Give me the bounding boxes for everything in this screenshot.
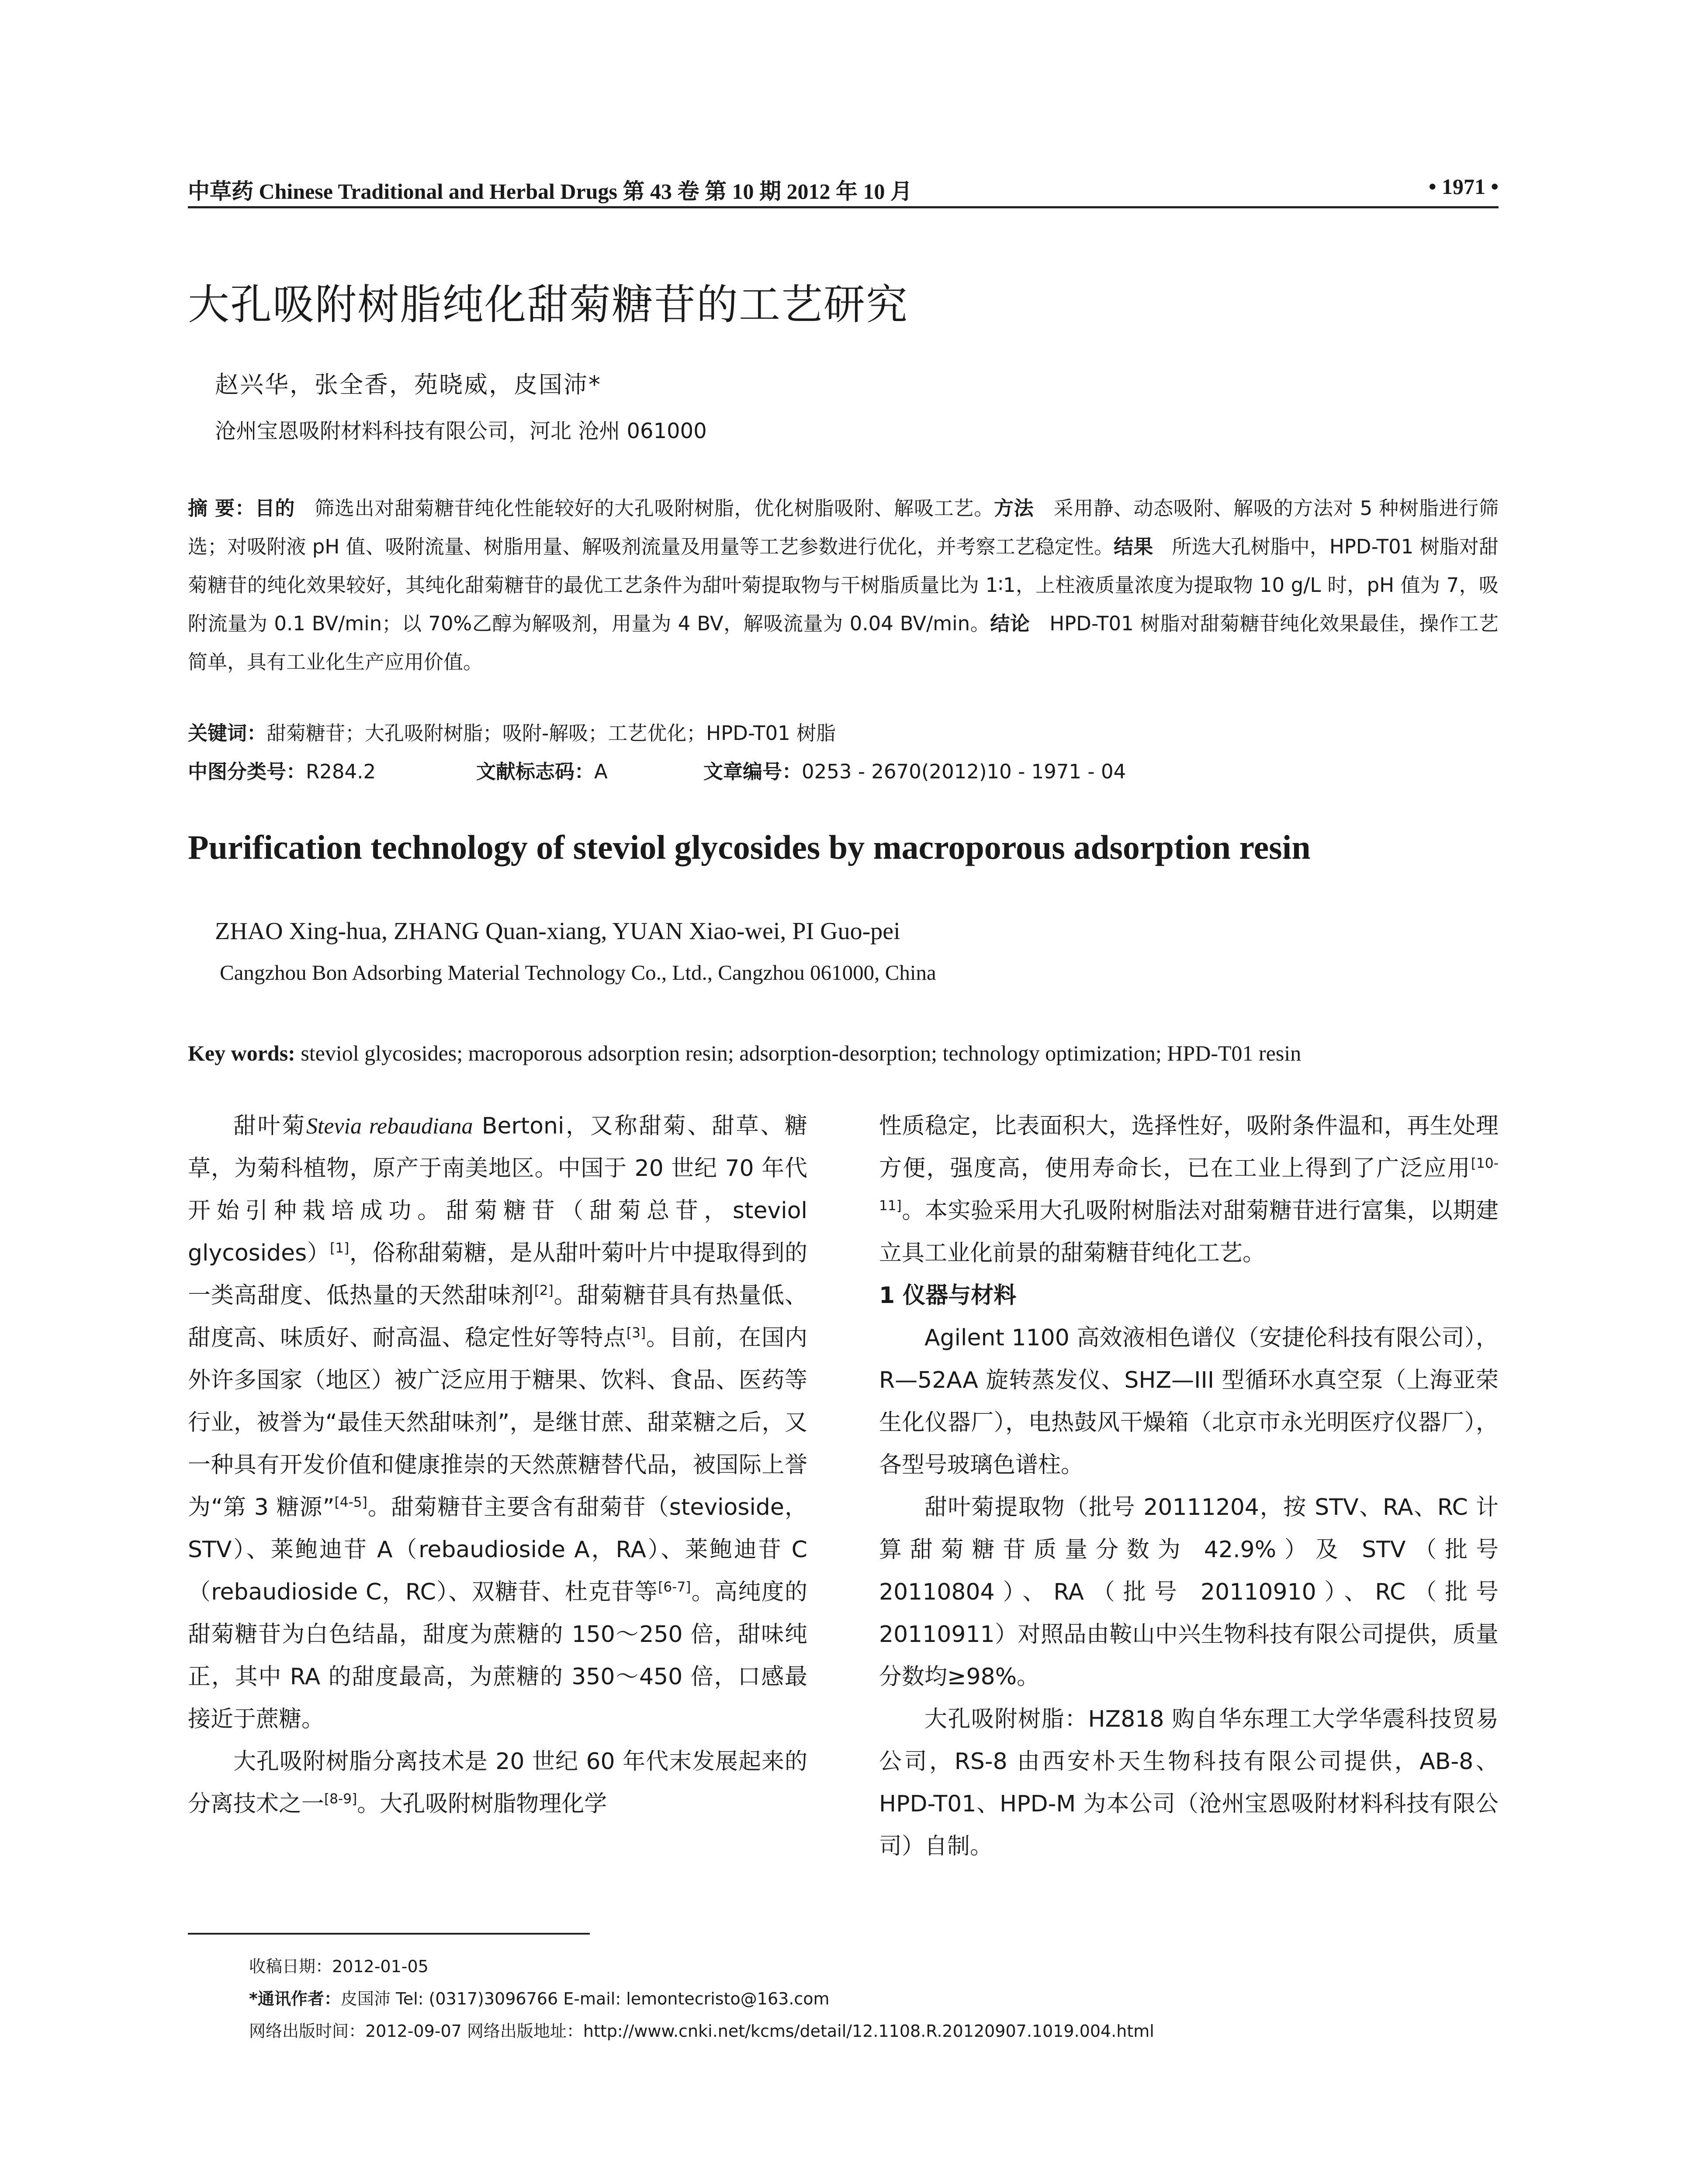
citation-ref: [3] [626,1325,646,1341]
citation-ref: [10-11] [879,1155,1499,1214]
paragraph-materials: 甜叶菊提取物（批号 20111204，按 STV、RA、RC 计算甜菊糖苷质量分数为 42.9%）及 STV（批号 20110804）、RA（批号 20110910）、RC（批号 20110911）对照品由鞍山中兴生物科技有限公司提供，质量分数均≥98%。 [879,1494,1499,1690]
classification-line [188,756,1499,782]
footnote-rule [188,1933,590,1935]
paragraph-resins: 大孔吸附树脂：HZ818 购自华东理工大学华震科技贸易公司，RS-8 由西安朴天生物科技有限公司提供，AB-8、HPD-T01、HPD-M 为本公司（沧州宝恩吸附材料科技有限公司）自制。 [879,1706,1499,1859]
paragraph-resin-tech: 大孔吸附树脂分离技术是 20 世纪 60 年代末发展起来的分离技术之一[8-9]。大孔吸附树脂物理化学 [188,1749,807,1817]
body-column-right [879,1105,1499,1868]
journal-citation: 中草药 Chinese Traditional and Herbal Drugs 第 43 卷 第 10 期 2012 年 10 月 [188,179,912,204]
conclusion-text: HPD-T01 树脂对甜菊糖苷纯化效果最佳，操作工艺简单，具有工业化生产应用价值。 [188,612,1499,674]
header-rule [188,206,1499,208]
conclusion-label: 结论 [990,612,1030,635]
methods-text: 采用静、动态吸附、解吸的方法对 5 种树脂进行筛选；对吸附液 pH 值、吸附流量、树脂用量、解吸剂流量及用量等工艺参数进行优化，并考察工艺稳定性。 [188,497,1499,558]
keywords-en-label: Key words: [188,1041,295,1065]
authors-cn: 赵兴华，张全香，苑晓威，皮国沛* [215,371,602,398]
authors-en: ZHAO Xing-hua, ZHANG Quan-xiang, YUAN Xiao-wei, PI Guo-pei [215,918,900,945]
title-en: Purification technology of steviol glycosides by macroporous adsorption resin [188,828,1311,866]
title-cn: 大孔吸附树脂纯化甜菊糖苷的工艺研究 [188,281,909,329]
citation-ref: [8-9] [324,1791,357,1807]
objective-text: 筛选出对甜菊糖苷纯化性能较好的大孔吸附树脂，优化树脂吸附、解吸工艺。 [315,497,994,520]
abstract-cn [188,489,1499,681]
paragraph-intro: 甜叶菊Stevia rebaudiana Bertoni，又称甜菊、甜草、糖草，为菊科植物，原产于南美地区。中国于 20 世纪 70 年代开始引种栽培成功。甜菊糖苷（甜菊总苷，steviol glycosides）[1]，俗称甜菊糖，是从甜叶菊叶片中提取得到的一类高甜度、低热量的天然甜味剂[2]。甜菊糖苷具有热量低、甜度高、味质好、耐高温、稳定性好等特点[3]。目前，在国内外许多国家（地区）被广泛应用于糖果、饮料、食品、医药等行业，被誉为“最佳天然甜味剂”，是继甘蔗、甜菜糖之后，又一种具有开发价值和健康推崇的天然蔗糖替代品，被国际上誉为“第 3 糖源”[4-5]。甜菊糖苷主要含有甜菊苷（stevioside，STV）、莱鲍迪苷 A（rebaudioside A，RA）、莱鲍迪苷 C（rebaudioside C，RC）、双糖苷、杜克苷等[6-7]。高纯度的甜菊糖苷为白色结晶，甜度为蔗糖的 150～250 倍，甜味纯正，其中 RA 的甜度最高，为蔗糖的 350～450 倍，口感最接近于蔗糖。 [188,1113,808,1732]
page-number: • 1971 • [1428,174,1499,199]
footnotes [249,1950,1154,2047]
citation-ref: [4-5] [334,1494,367,1510]
results-text: 所选大孔树脂中，HPD-T01 树脂对甜菊糖苷的纯化效果较好，其纯化甜菊糖苷的最优工艺条件为甜叶菊提取物与干树脂质量比为 1∶1，上柱液质量浓度为提取物 10 g/L 时，pH 值为 7，吸附流量为 0.1 BV/min；以 70%乙醇为解吸剂，用量为 4 BV，解吸流量为 0.04 BV/min。 [188,535,1499,635]
citation-ref: [6-7] [658,1579,691,1595]
online-publication: 网络出版时间：2012-09-07 网络出版地址：http://www.cnki.net/kcms/detail/12.1108.R.20120907.1019.004.html [249,2022,1154,2041]
species-name: Stevia rebaudiana [306,1114,473,1139]
article-number: 文章编号：0253 - 2670(2012)10 - 1971 - 04 [703,760,1126,783]
received-date: 收稿日期：2012-01-05 [249,1957,429,1976]
keywords-cn-label: 关键词： [188,722,267,745]
corresponding-author: *通讯作者：皮国沛 Tel: (0317)3096766 E-mail: lemontecristo@163.com [249,1989,830,2008]
paragraph-instruments: Agilent 1100 高效液相色谱仪（安捷伦科技有限公司），R—52AA 旋转蒸发仪、SHZ—III 型循环水真空泵（上海亚荣生化仪器厂），电热鼓风干燥箱（北京市永光明医疗仪器厂），各型号玻璃色谱柱。 [879,1325,1499,1478]
document-code: 文献标志码：A [476,760,608,783]
keywords-cn-text: 甜菊糖苷；大孔吸附树脂；吸附-解吸；工艺优化；HPD-T01 树脂 [267,722,836,745]
body-column-left [188,1105,807,1825]
objective-label: 目的 [255,497,295,520]
running-header [188,174,1499,204]
keywords-en [188,1040,1301,1066]
clc-code: 中图分类号：R284.2 [188,760,376,783]
paragraph-continued: 性质稳定，比表面积大，选择性好，吸附条件温和，再生处理方便，强度高，使用寿命长，已在工业上得到了广泛应用[10-11]。本实验采用大孔吸附树脂法对甜菊糖苷进行富集，以期建立具工业化前景的甜菊糖苷纯化工艺。 [879,1113,1499,1266]
affiliation-cn: 沧州宝恩吸附材料科技有限公司，河北 沧州 061000 [215,419,707,443]
keywords-cn [188,717,836,746]
section-heading: 1 仪器与材料 [879,1282,1017,1309]
affiliation-en: Cangzhou Bon Adsorbing Material Technology Co., Ltd., Cangzhou 061000, China [220,961,936,985]
citation-ref: [2] [534,1282,554,1299]
results-label: 结果 [1114,535,1153,558]
citation-ref: [1] [330,1240,350,1256]
abstract-label: 摘 要： [188,497,255,520]
keywords-en-text: steviol glycosides; macroporous adsorption resin; adsorption-desorption; technology optimization; HPD-T01 resin [301,1041,1301,1065]
methods-label: 方法 [994,497,1034,520]
